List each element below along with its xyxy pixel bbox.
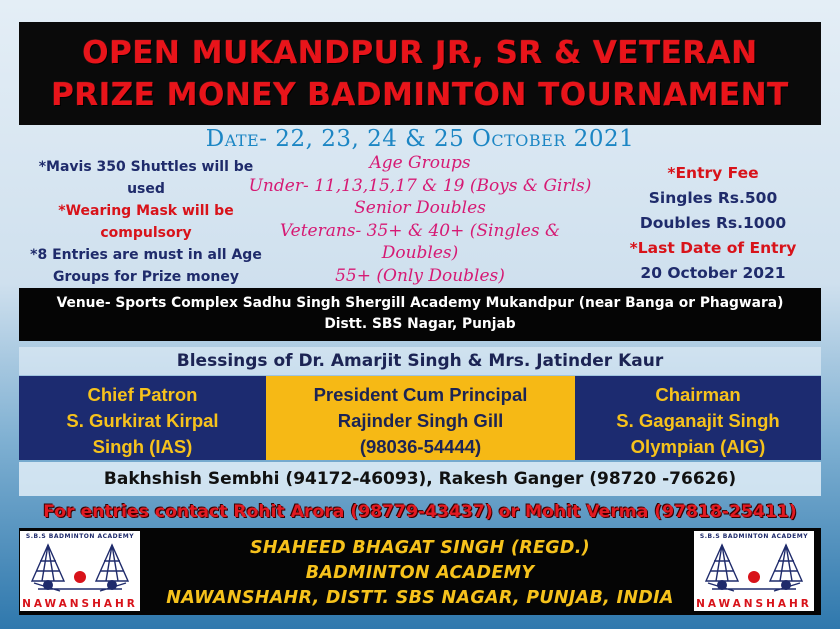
mask-note: *Wearing Mask will be compulsory — [58, 203, 234, 241]
doubles-fee: Doubles Rs.1000 — [639, 214, 787, 232]
chief-patron-title: Chief Patron — [87, 384, 198, 405]
entry-fee-heading: *Entry Fee — [667, 164, 759, 182]
singles-fee: Singles Rs.500 — [648, 189, 778, 207]
contacts: Bakhshish Sembhi (94172-46093), Rakesh Ganger (98720 -76626) — [19, 462, 821, 496]
shuttles-note: *Mavis 350 Shuttles will be used — [38, 159, 254, 197]
venue-line-2: Distt. SBS Nagar, Punjab — [324, 316, 516, 332]
entries-rule-note: *8 Entries are must in all Age Groups for Prize money — [30, 247, 262, 285]
age-groups — [232, 152, 608, 287]
venue-band — [19, 288, 821, 341]
academy-logo-left — [20, 531, 140, 611]
age-groups-veterans: Veterans- 35+ & 40+ (Singles & Doubles) — [279, 220, 561, 263]
logo-word: NAWANSHAHR — [696, 598, 812, 610]
title-line-1: OPEN MUKANDPUR JR, SR & VETERAN — [82, 34, 758, 71]
chairman-box — [575, 376, 821, 460]
last-date-label: *Last Date of Entry — [629, 239, 797, 257]
academy-logo-right — [694, 531, 814, 611]
age-groups-55: 55+ (Only Doubles) — [335, 265, 505, 286]
president-phone: (98036-54444) — [359, 436, 482, 457]
president-name: Rajinder Singh Gill — [337, 410, 504, 431]
entry-fee — [606, 161, 820, 286]
venue-line-1: Venue- Sports Complex Sadhu Singh Shergill Academy Mukandpur (near Banga or Phagwara) — [56, 295, 784, 311]
title-band — [19, 22, 821, 125]
chief-patron-name-2: Singh (IAS) — [92, 436, 193, 457]
logo-arc-text: S.B.S BADMINTON ACADEMY — [699, 533, 809, 540]
age-groups-under: Under- 11,13,15,17 & 19 (Boys & Girls) — [248, 175, 592, 196]
age-groups-senior: Senior Doubles — [354, 198, 486, 218]
chairman-name-1: S. Gaganajit Singh — [616, 410, 780, 431]
blessings: Blessings of Dr. Amarjit Singh & Mrs. Jatinder Kaur — [19, 347, 821, 375]
president-box — [266, 376, 575, 460]
chief-patron-name-1: S. Gurkirat Kirpal — [66, 410, 219, 431]
logo-arc-text: S.B.S BADMINTON ACADEMY — [25, 533, 135, 540]
tournament-date: Date- 22, 23, 24 & 25 October 2021 — [205, 126, 635, 152]
logo-word: NAWANSHAHR — [22, 598, 138, 610]
chief-patron-box — [19, 376, 266, 460]
age-groups-heading: Age Groups — [369, 153, 471, 173]
academy-line-2: BADMINTON ACADEMY — [305, 563, 535, 583]
title-line-2: PRIZE MONEY BADMINTON TOURNAMENT — [51, 76, 789, 113]
entries-contact: For entries contact Rohit Arora (98779-43437) or Mohit Verma (97818-25411) — [43, 502, 797, 522]
academy-name — [150, 536, 690, 611]
academy-line-3: NAWANSHAHR, DISTT. SBS NAGAR, PUNJAB, INDIA — [166, 588, 674, 608]
last-date: 20 October 2021 — [640, 264, 786, 282]
academy-line-1: SHAHEED BHAGAT SINGH (REGD.) — [250, 538, 590, 558]
chairman-title: Chairman — [655, 384, 741, 405]
president-title: President Cum Principal — [313, 384, 528, 405]
chairman-name-2: Olympian (AIG) — [630, 436, 766, 457]
